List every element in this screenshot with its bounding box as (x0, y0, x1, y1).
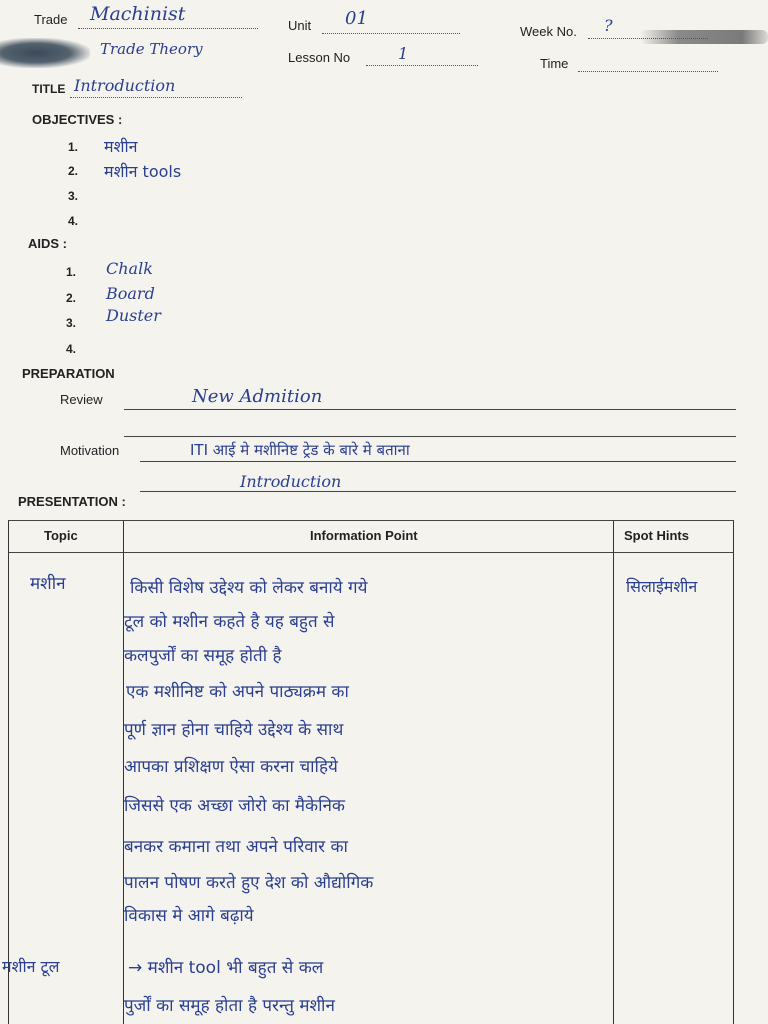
objectives-heading: OBJECTIVES : (32, 112, 123, 127)
info-line: पुर्जों का समूह होता है परन्तु मशीन (124, 996, 335, 1016)
motivation-line (140, 461, 736, 462)
info-line: पालन पोषण करते हुए देश को औद्योगिक (124, 873, 374, 893)
scan-smudge-right (640, 30, 768, 44)
review-value: New Admition (192, 386, 323, 407)
topic-cell: मशीन टूल (2, 957, 60, 976)
trade-label: Trade (34, 12, 68, 27)
review-label: Review (60, 392, 103, 407)
aid-number: 3. (66, 316, 77, 330)
objective-text: मशीन (104, 137, 138, 156)
aid-text: Duster (106, 306, 161, 325)
review-line-2 (124, 436, 736, 437)
info-line: आपका प्रशिक्षण ऐसा करना चाहिये (124, 757, 338, 777)
table-top-border (8, 520, 734, 521)
aid-text: Chalk (106, 259, 153, 278)
aid-number: 1. (66, 265, 77, 279)
column-header-spot-hints: Spot Hints (624, 528, 689, 543)
motivation-text: ITI आई मे मशीनिष्ट ट्रेड के बारे मे बताना (190, 441, 410, 459)
info-line: टूल को मशीन कहते है यह बहुत से (124, 612, 335, 632)
table-left-border (8, 521, 9, 1024)
title-value: Introduction (74, 76, 176, 95)
objective-text: मशीन tools (104, 162, 182, 181)
week-value: ? (604, 16, 613, 35)
column-header-topic: Topic (44, 528, 78, 543)
motivation-text-2: Introduction (240, 472, 342, 491)
objective-number: 3. (68, 189, 79, 203)
week-dotted-line (588, 38, 708, 39)
objective-number: 4. (68, 214, 79, 228)
table-col-divider (613, 521, 614, 1024)
title-dotted-line (70, 97, 242, 98)
motivation-line-2 (140, 491, 736, 492)
unit-dotted-line (322, 33, 460, 34)
week-label: Week No. (520, 24, 577, 39)
spot-hint-cell: सिलाईमशीन (626, 577, 698, 596)
scan-smudge-left (0, 38, 90, 68)
motivation-label: Motivation (60, 443, 120, 458)
trade-sub-value: Trade Theory (100, 40, 203, 58)
time-label: Time (540, 56, 569, 71)
info-line: कलपुर्जों का समूह होती है (124, 646, 282, 666)
info-line: → मशीन tool भी बहुत से कल (128, 958, 324, 978)
lesson-label: Lesson No (288, 50, 351, 65)
table-header-border (8, 552, 734, 553)
objective-number: 1. (68, 140, 79, 154)
unit-label: Unit (288, 18, 312, 33)
info-line: किसी विशेष उद्देश्य को लेकर बनाये गये (130, 578, 368, 598)
presentation-heading: PRESENTATION : (18, 494, 126, 509)
aid-number: 2. (66, 291, 77, 305)
info-line: जिससे एक अच्छा जोरो का मैकेनिक (124, 796, 345, 816)
info-line: बनकर कमाना तथा अपने परिवार का (124, 837, 348, 857)
aid-number: 4. (66, 342, 77, 356)
trade-value: Machinist (90, 3, 186, 25)
aid-text: Board (106, 284, 155, 303)
lesson-dotted-line (366, 65, 478, 66)
title-label: TITLE (32, 82, 66, 96)
time-dotted-line (578, 71, 718, 72)
lesson-value: 1 (398, 44, 409, 63)
unit-value: 01 (345, 8, 368, 29)
info-line: पूर्ण ज्ञान होना चाहिये उद्देश्य के साथ (124, 720, 344, 740)
trade-dotted-line (78, 28, 258, 29)
review-line (124, 409, 736, 410)
column-header-information-point: Information Point (310, 528, 418, 543)
info-line: एक मशीनिष्ट को अपने पाठ्यक्रम का (126, 682, 349, 702)
info-line: विकास मे आगे बढ़ाये (124, 906, 254, 926)
objective-number: 2. (68, 164, 79, 178)
preparation-heading: PREPARATION (22, 366, 115, 381)
aids-heading: AIDS : (28, 236, 67, 251)
topic-cell: मशीन (30, 574, 66, 594)
table-right-border (733, 521, 734, 1024)
